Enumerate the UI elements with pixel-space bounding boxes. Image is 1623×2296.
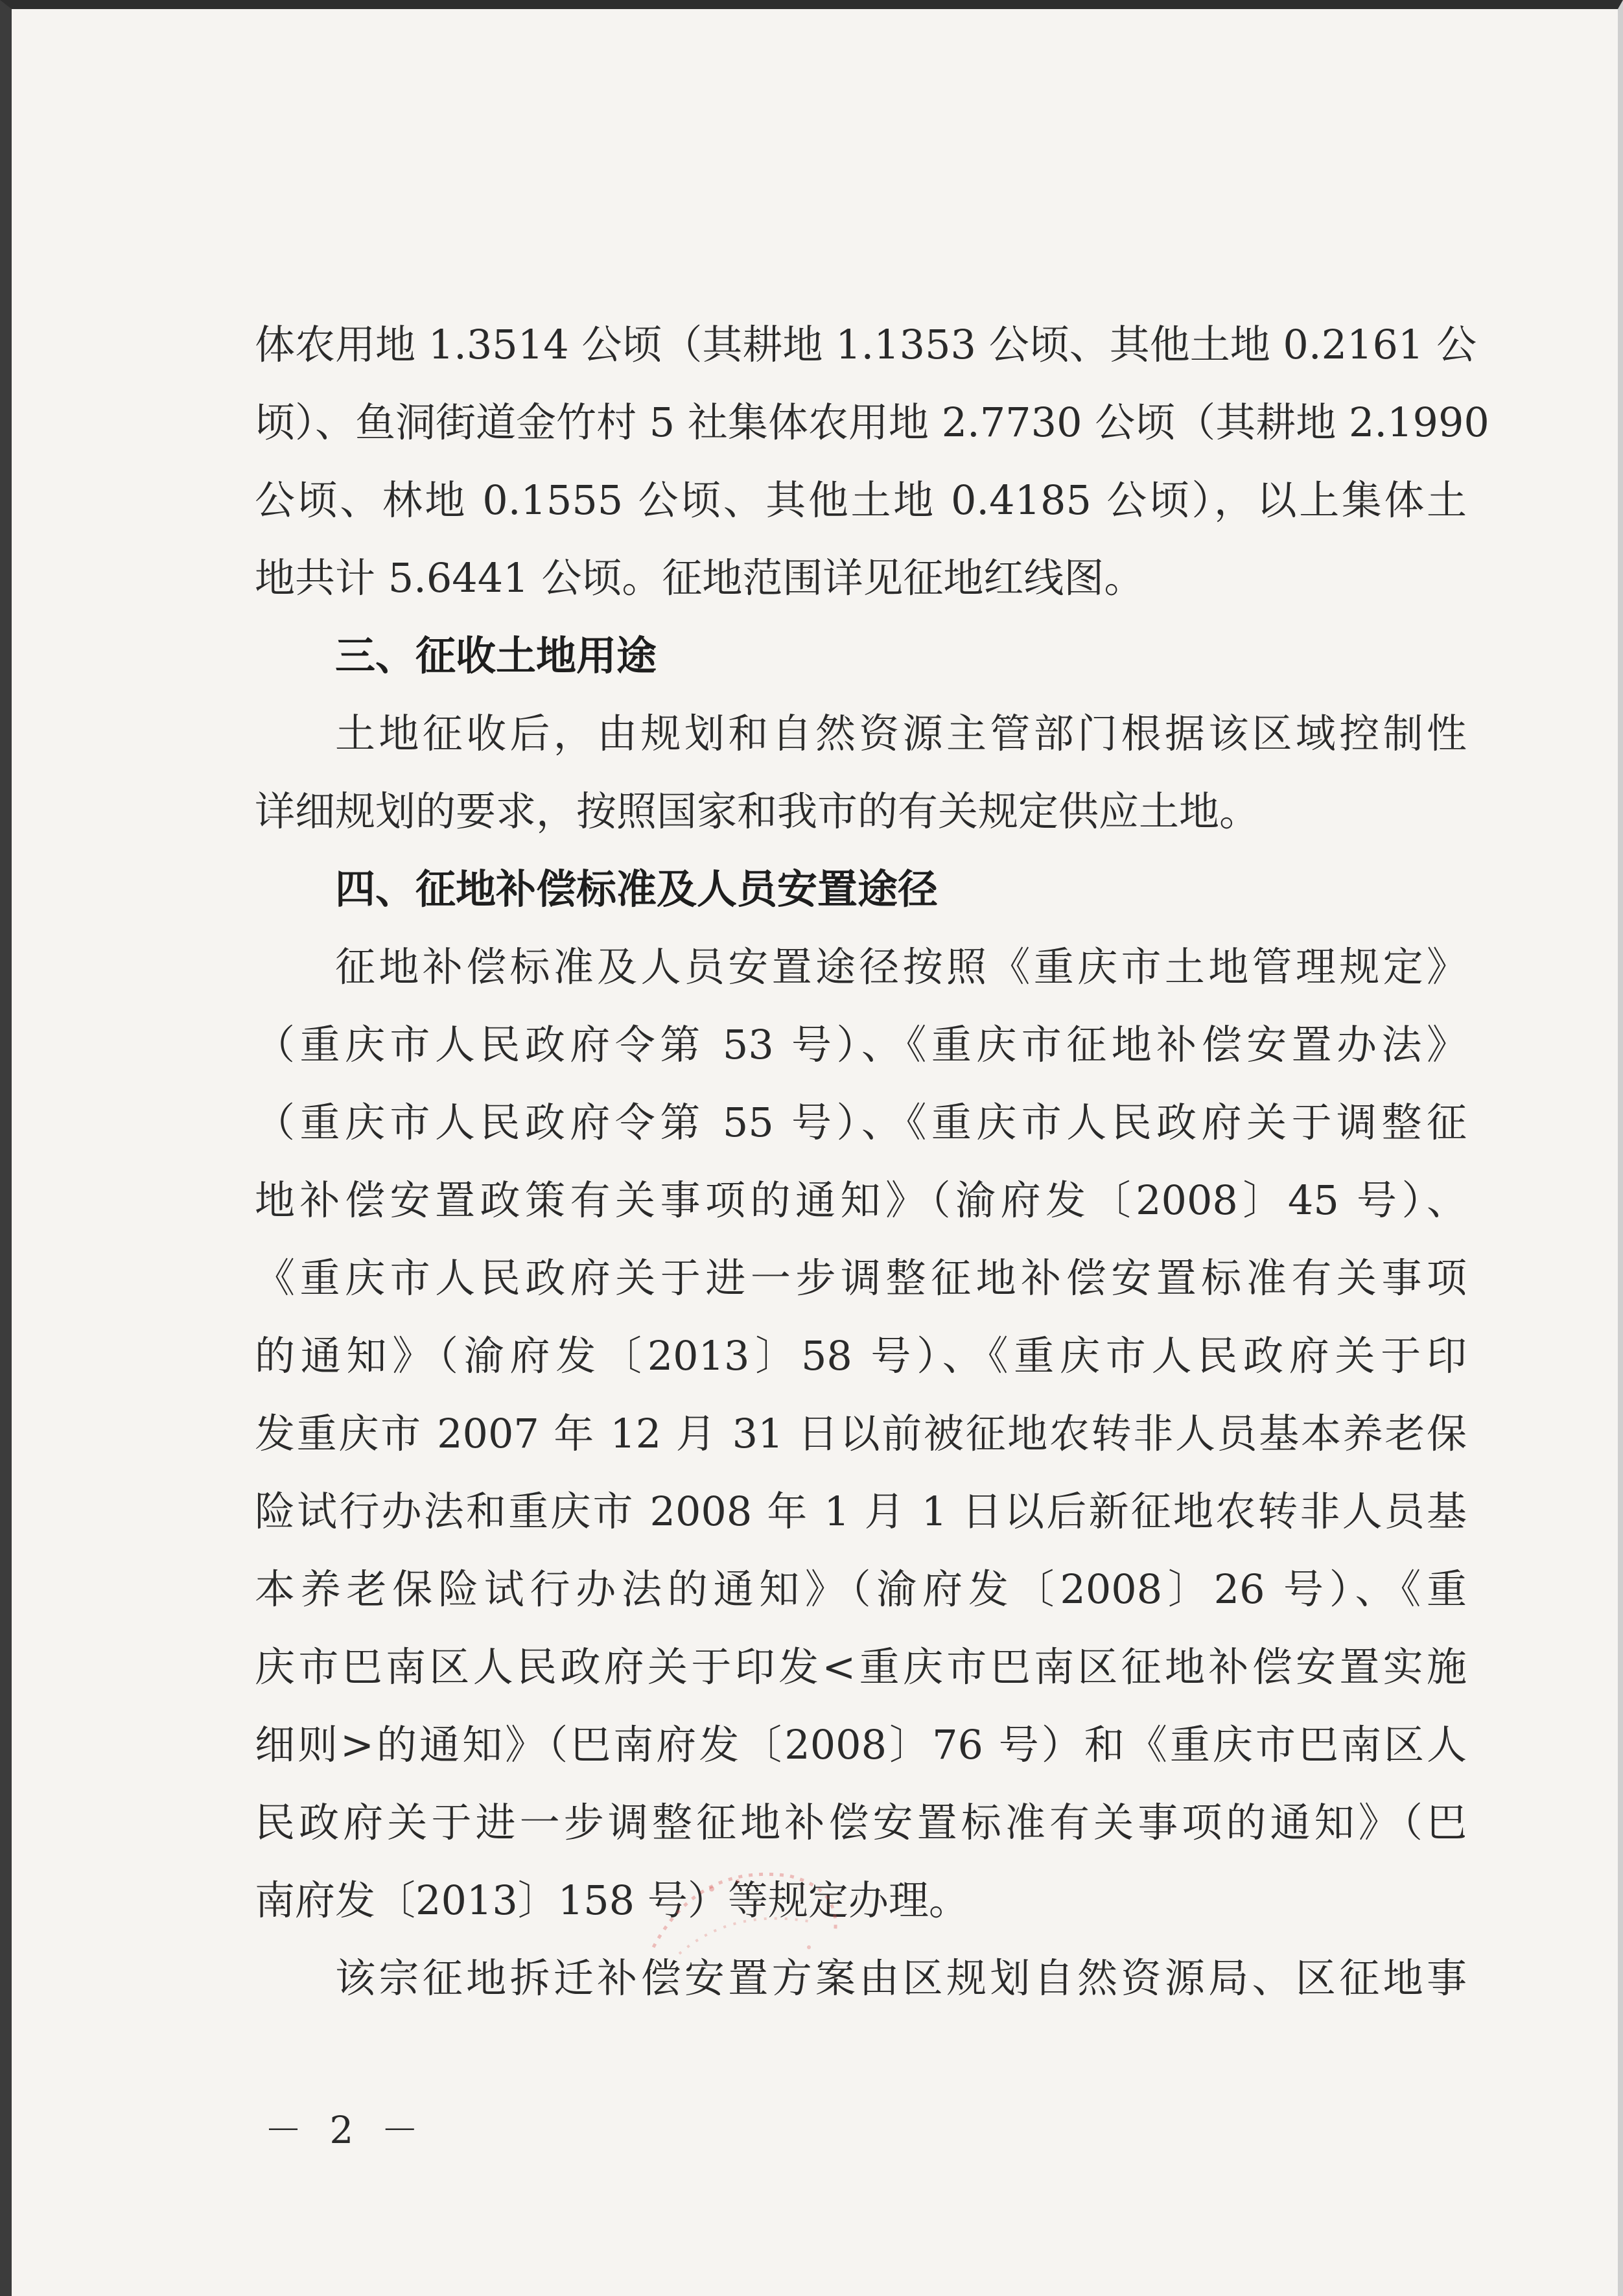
body-line: （重庆市人民政府令第 55 号）、《重庆市人民政府关于调整征 (255, 1099, 1467, 1146)
body-line: 该宗征地拆迁补偿安置方案由区规划自然资源局、区征地事 (335, 1954, 1467, 2002)
body-line: 顷）、鱼洞街道金竹村 5 社集体农用地 2.7730 公顷（其耕地 2.1990 (255, 399, 1489, 446)
page-number: － 2 － (264, 2108, 426, 2152)
body-line: 民政府关于进一步调整征地补偿安置标准有关事项的通知》（巴 (255, 1799, 1467, 1846)
body-line: 的通知》（渝府发〔2013〕58 号）、《重庆市人民政府关于印 (255, 1332, 1467, 1379)
body-line: 险试行办法和重庆市 2008 年 1 月 1 日以后新征地农转非人员基 (255, 1488, 1467, 1535)
body-line: 发重庆市 2007 年 12 月 31 日以前被征地农转非人员基本养老保 (255, 1410, 1467, 1457)
body-line: 土地征收后，由规划和自然资源主管部门根据该区域控制性 (335, 710, 1467, 757)
body-line: 《重庆市人民政府关于进一步调整征地补偿安置标准有关事项 (255, 1254, 1467, 1302)
body-line: 公顷、林地 0.1555 公顷、其他土地 0.4185 公顷），以上集体土 (255, 476, 1467, 524)
body-line: 本养老保险试行办法的通知》（渝府发〔2008〕26 号）、《重 (255, 1565, 1467, 1613)
document-body (255, 306, 1489, 2017)
body-line: 征地补偿标准及人员安置途径按照《重庆市土地管理规定》 (335, 943, 1467, 990)
body-line: 南府发〔2013〕158 号）等规定办理。 (255, 1877, 969, 1924)
body-line: 体农用地 1.3514 公顷（其耕地 1.1353 公顷、其他土地 0.2161 公 (255, 321, 1477, 368)
body-line: （重庆市人民政府令第 53 号）、《重庆市征地补偿安置办法》 (255, 1021, 1467, 1068)
body-line: 庆市巴南区人民政府关于印发<重庆市巴南区征地补偿安置实施 (255, 1643, 1467, 1691)
body-line: 地共计 5.6441 公顷。征地范围详见征地红线图。 (255, 554, 1145, 602)
body-line: 细则>的通知》（巴南府发〔2008〕76 号）和《重庆市巴南区人 (255, 1721, 1467, 1768)
body-line: 地补偿安置政策有关事项的通知》（渝府发〔2008〕45 号）、 (255, 1177, 1467, 1224)
body-line: 详细规划的要求，按照国家和我市的有关规定供应土地。 (255, 788, 1260, 835)
section-heading-compensation: 四、征地补偿标准及人员安置途径 (335, 865, 939, 913)
section-heading-land-use: 三、征收土地用途 (335, 632, 657, 679)
